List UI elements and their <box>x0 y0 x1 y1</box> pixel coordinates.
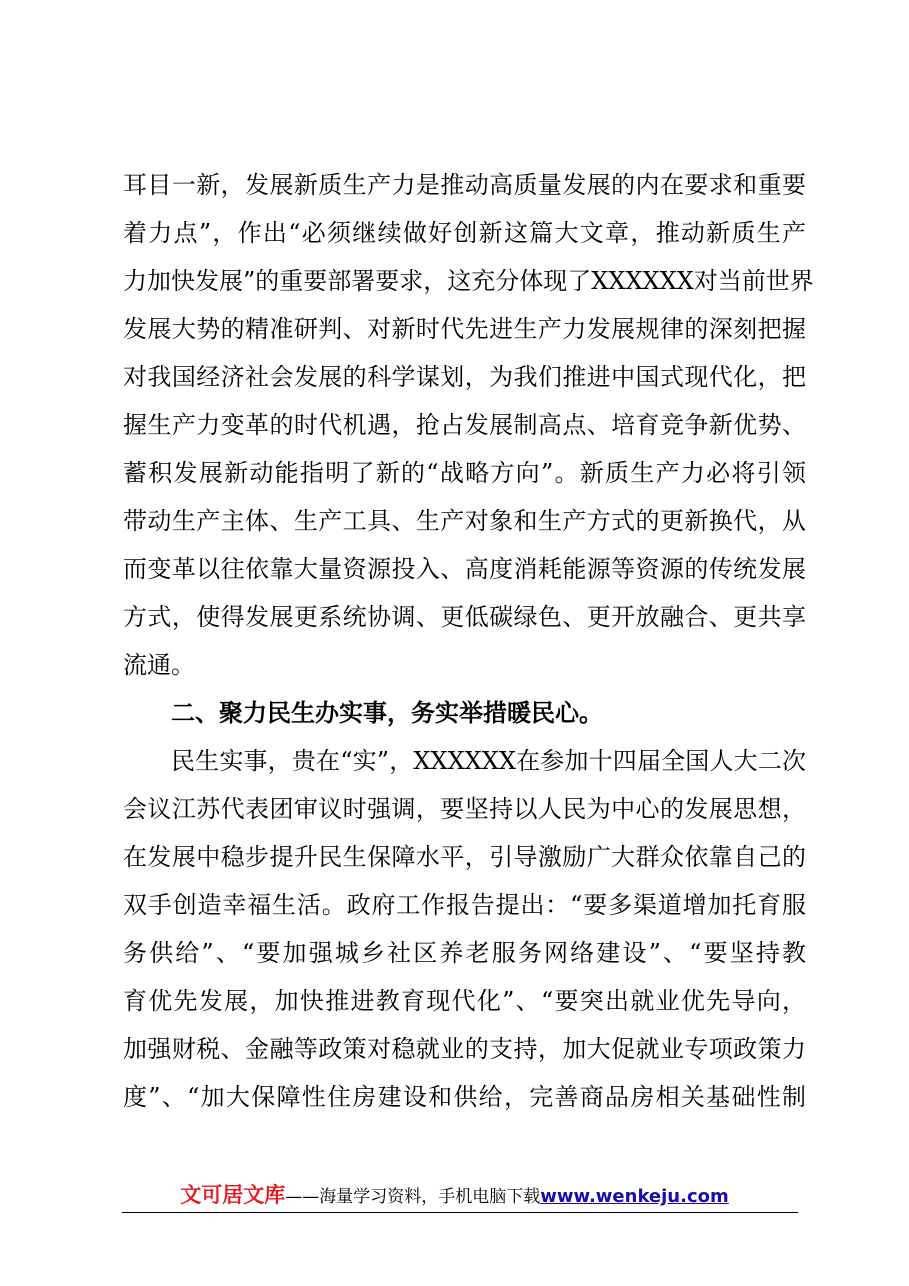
text-line: 会议江苏代表团审议时强调，要坚持以人民为中心的发展思想， <box>123 795 806 823</box>
text-line: 对我国经济社会发展的科学谋划，为我们推进中国式现代化，把 <box>123 363 806 391</box>
footer-divider <box>122 1212 798 1213</box>
text-line: 发展大势的精准研判、对新时代先进生产力发展规律的深刻把握 <box>123 315 806 343</box>
text-line: 民生实事，贵在“实”，XXXXXX在参加十四届全国人大二次 <box>171 747 806 775</box>
text-line: 加强财税、金融等政策对稳就业的支持，加大促就业专项政策力 <box>123 1035 806 1063</box>
footer-link[interactable]: www.wenkeju.com <box>540 1186 729 1207</box>
text-line: 度”、“加大保障性住房建设和供给，完善商品房相关基础性制 <box>123 1083 806 1111</box>
footer-brand: 文可居文库 <box>180 1183 286 1207</box>
text-line: 流通。 <box>123 651 195 679</box>
text-line: 着力点”，作出“必须继续做好创新这篇大文章，推动新质生产 <box>123 219 806 247</box>
text-line: 耳目一新，发展新质生产力是推动高质量发展的内在要求和重要 <box>123 171 806 199</box>
page-footer <box>0 1180 909 1210</box>
text-line: 方式，使得发展更系统协调、更低碳绿色、更开放融合、更共享 <box>123 603 806 631</box>
text-line: 务供给”、“要加强城乡社区养老服务网络建设”、“要坚持教 <box>123 939 806 967</box>
section-heading: 二、聚力民生办实事，务实举措暖民心。 <box>171 699 603 727</box>
text-line: 在发展中稳步提升民生保障水平，引导激励广大群众依靠自己的 <box>123 843 806 871</box>
text-line: 双手创造幸福生活。政府工作报告提出：“要多渠道增加托育服 <box>123 891 806 919</box>
text-line: 握生产力变革的时代机遇，抢占发展制高点、培育竞争新优势、 <box>123 411 806 439</box>
text-line: 带动生产主体、生产工具、生产对象和生产方式的更新换代，从 <box>123 507 806 535</box>
text-line: 力加快发展”的重要部署要求，这充分体现了XXXXXX对当前世界 <box>123 267 814 295</box>
text-line: 育优先发展，加快推进教育现代化”、“要突出就业优先导向， <box>123 987 806 1015</box>
text-line: 蓄积发展新动能指明了新的“战略方向”。新质生产力必将引领 <box>123 459 806 487</box>
footer-slogan: ——海量学习资料，手机电脑下载 <box>285 1187 541 1207</box>
text-line: 而变革以往依靠大量资源投入、高度消耗能源等资源的传统发展 <box>123 555 806 583</box>
